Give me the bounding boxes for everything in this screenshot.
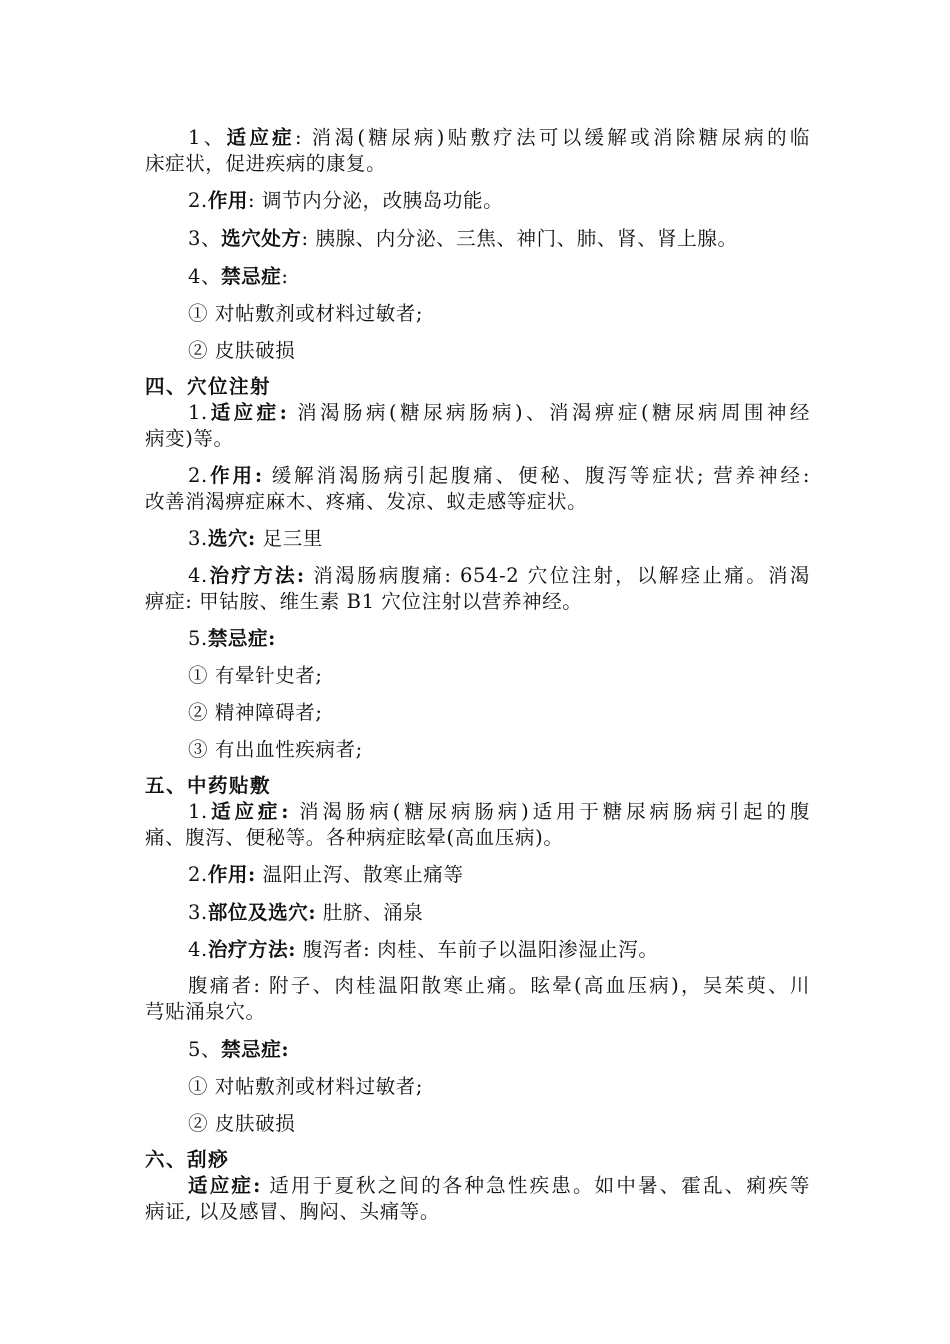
- paragraph-line: 4.治疗方法: 消渴肠病腹痛: 654-2 穴位注射，以解痉止痛。消渴: [188, 564, 811, 587]
- list-item: ② 皮肤破损: [188, 1112, 296, 1135]
- paragraph-line: 病变)等。: [145, 427, 234, 450]
- list-item: ① 对帖敷剂或材料过敏者;: [188, 302, 424, 325]
- paragraph-line: 痛、腹泻、便秘等。各种病症眩晕(高血压病)。: [145, 826, 564, 849]
- paragraph-line: 3.部位及选穴: 肚脐、涌泉: [188, 901, 424, 924]
- list-item: ② 精神障碍者;: [188, 701, 323, 724]
- list-item: ① 对帖敷剂或材料过敏者;: [188, 1075, 424, 1098]
- paragraph-line: 2.作用: 调节内分泌，改胰岛功能。: [188, 189, 504, 212]
- paragraph-line: 改善消渴痹症麻木、疼痛、发凉、蚁走感等症状。: [145, 490, 588, 513]
- section-heading: 六、刮痧: [145, 1148, 230, 1171]
- paragraph-line: 床症状，促进疾病的康复。: [145, 152, 387, 175]
- paragraph-line: 4.治疗方法: 腹泻者: 肉桂、车前子以温阳渗湿止泻。: [188, 938, 659, 961]
- paragraph-line: 5、禁忌症:: [188, 1038, 290, 1061]
- paragraph-line: 5.禁忌症:: [188, 627, 276, 650]
- paragraph-line: 芎贴涌泉穴。: [145, 1000, 266, 1023]
- list-item: ① 有晕针史者;: [188, 664, 323, 687]
- paragraph-line: 痹症: 甲钴胺、维生素 B1 穴位注射以营养神经。: [145, 590, 583, 613]
- paragraph-line: 3、选穴处方: 胰腺、内分泌、三焦、神门、肺、肾、肾上腺。: [188, 227, 738, 250]
- section-heading: 四、穴位注射: [145, 375, 272, 398]
- section-heading: 五、中药贴敷: [145, 774, 272, 797]
- paragraph-line: 1.适应症: 消渴肠病(糖尿病肠病)、消渴痹症(糖尿病周围神经: [188, 401, 810, 424]
- paragraph-line: 病证, 以及感冒、胸闷、头痛等。: [145, 1200, 440, 1223]
- paragraph-line: 4、禁忌症:: [188, 265, 289, 288]
- paragraph-line: 2.作用: 缓解消渴肠病引起腹痛、便秘、腹泻等症状; 营养神经:: [188, 464, 810, 487]
- paragraph-line: 3.选穴: 足三里: [188, 527, 323, 550]
- list-item: ② 皮肤破损: [188, 339, 296, 362]
- paragraph-line: 2.作用: 温阳止泻、散寒止痛等: [188, 863, 464, 886]
- list-item: ③ 有出血性疾病者;: [188, 738, 363, 761]
- paragraph-line: 适应症: 适用于夏秋之间的各种急性疾患。如中暑、霍乱、痢疾等: [188, 1174, 810, 1197]
- paragraph-line: 1.适应症: 消渴肠病(糖尿病肠病)适用于糖尿病肠病引起的腹: [188, 800, 810, 823]
- paragraph-line: 腹痛者: 附子、肉桂温阳散寒止痛。眩晕(高血压病)，吴茱萸、川: [188, 974, 810, 997]
- paragraph-line: 1、适应症: 消渴(糖尿病)贴敷疗法可以缓解或消除糖尿病的临: [188, 126, 810, 149]
